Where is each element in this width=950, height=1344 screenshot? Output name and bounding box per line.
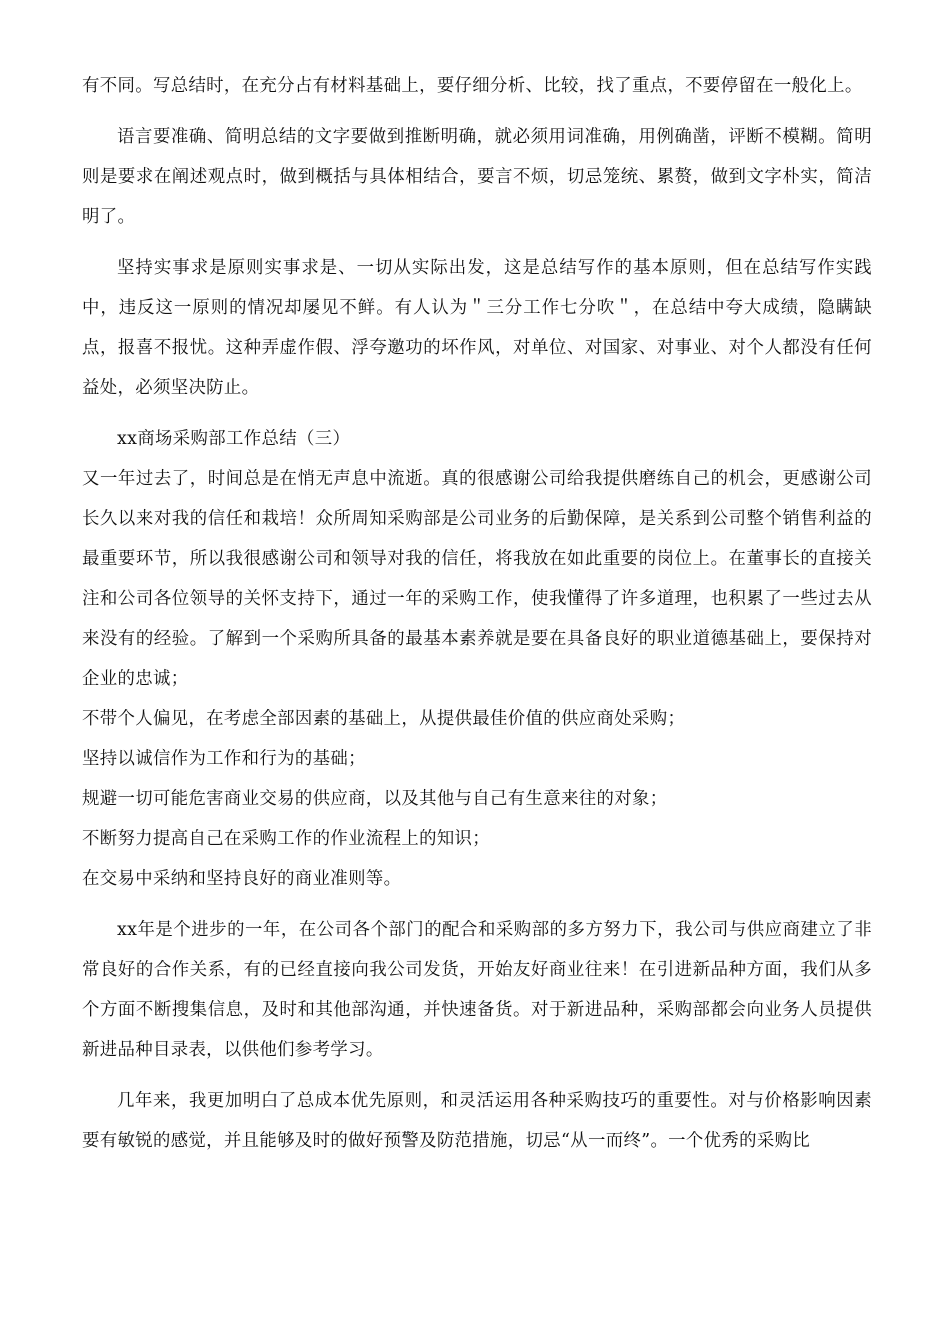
- paragraph-intro: 又一年过去了，时间总是在悄无声息中流逝。真的很感谢公司给我提供磨练自己的机会，更感谢公司长久以来对我的信任和栽培！众所周知采购部是公司业务的后勤保障，是关系到公司整个销售利益的最重要环节，所以我很感谢公司和领导对我的信任，将我放在如此重要的岗位上。在董事长的直接关注和公司各位领导的关怀支持下，通过一年的采购工作，使我懂得了许多道理，也积累了一些过去从来没有的经验。了解到一个采购所具备的最基本素养就是要在具备良好的职业道德基础上，要保持对企业的忠诚；: [82, 469, 872, 689]
- section-title: xx商场采购部工作总结（三）: [117, 429, 351, 449]
- list-line: 规避一切可能危害商业交易的供应商，以及其他与自己有生意来往的对象；: [82, 789, 668, 809]
- list-line: 在交易中采纳和坚持良好的商业准则等。: [82, 869, 402, 889]
- paragraph-language: 语言要准确、简明总结的文字要做到推断明确，就必须用词准确，用例确凿，评断不模糊。简明则是要求在阐述观点时，做到概括与具体相结合，要言不烦，切忌笼统、累赘，做到文字朴实，简洁明了。: [82, 127, 872, 227]
- paragraph-year: xx年是个进步的一年，在公司各个部门的配合和采购部的多方努力下，我公司与供应商建立了非常良好的合作关系，有的已经直接向我公司发货，开始友好商业往来！在引进新品种方面，我们从多个方面不断搜集信息，及时和其他部沟通，并快速备货。对于新进品种，采购部都会向业务人员提供新进品种目录表，以供他们参考学习。: [82, 920, 872, 1060]
- list-line: 坚持以诚信作为工作和行为的基础；: [82, 749, 366, 769]
- paragraph-years: 几年来，我更加明白了总成本优先原则，和灵活运用各种采购技巧的重要性。对与价格影响因素要有敏锐的感觉，并且能够及时的做好预警及防范措施，切忌“从一而终”。一个优秀的采购比: [82, 1091, 872, 1151]
- document-page: [82, 66, 872, 1161]
- list-line: 不断努力提高自己在采购工作的作业流程上的知识；: [82, 829, 491, 849]
- list-line: 不带个人偏见，在考虑全部因素的基础上，从提供最佳价值的供应商处采购；: [82, 709, 686, 729]
- paragraph-continued: 有不同。写总结时，在充分占有材料基础上，要仔细分析、比较，找了重点，不要停留在一般化上。: [82, 76, 863, 96]
- paragraph-facts: 坚持实事求是原则实事求是、一切从实际出发，这是总结写作的基本原则，但在总结写作实践中，违反这一原则的情况却屡见不鲜。有人认为＂三分工作七分吹＂，在总结中夸大成绩，隐瞒缺点，报喜不报忧。这种弄虚作假、浮夸邀功的坏作风，对单位、对国家、对事业、对个人都没有任何益处，必须坚决防止。: [82, 258, 872, 398]
